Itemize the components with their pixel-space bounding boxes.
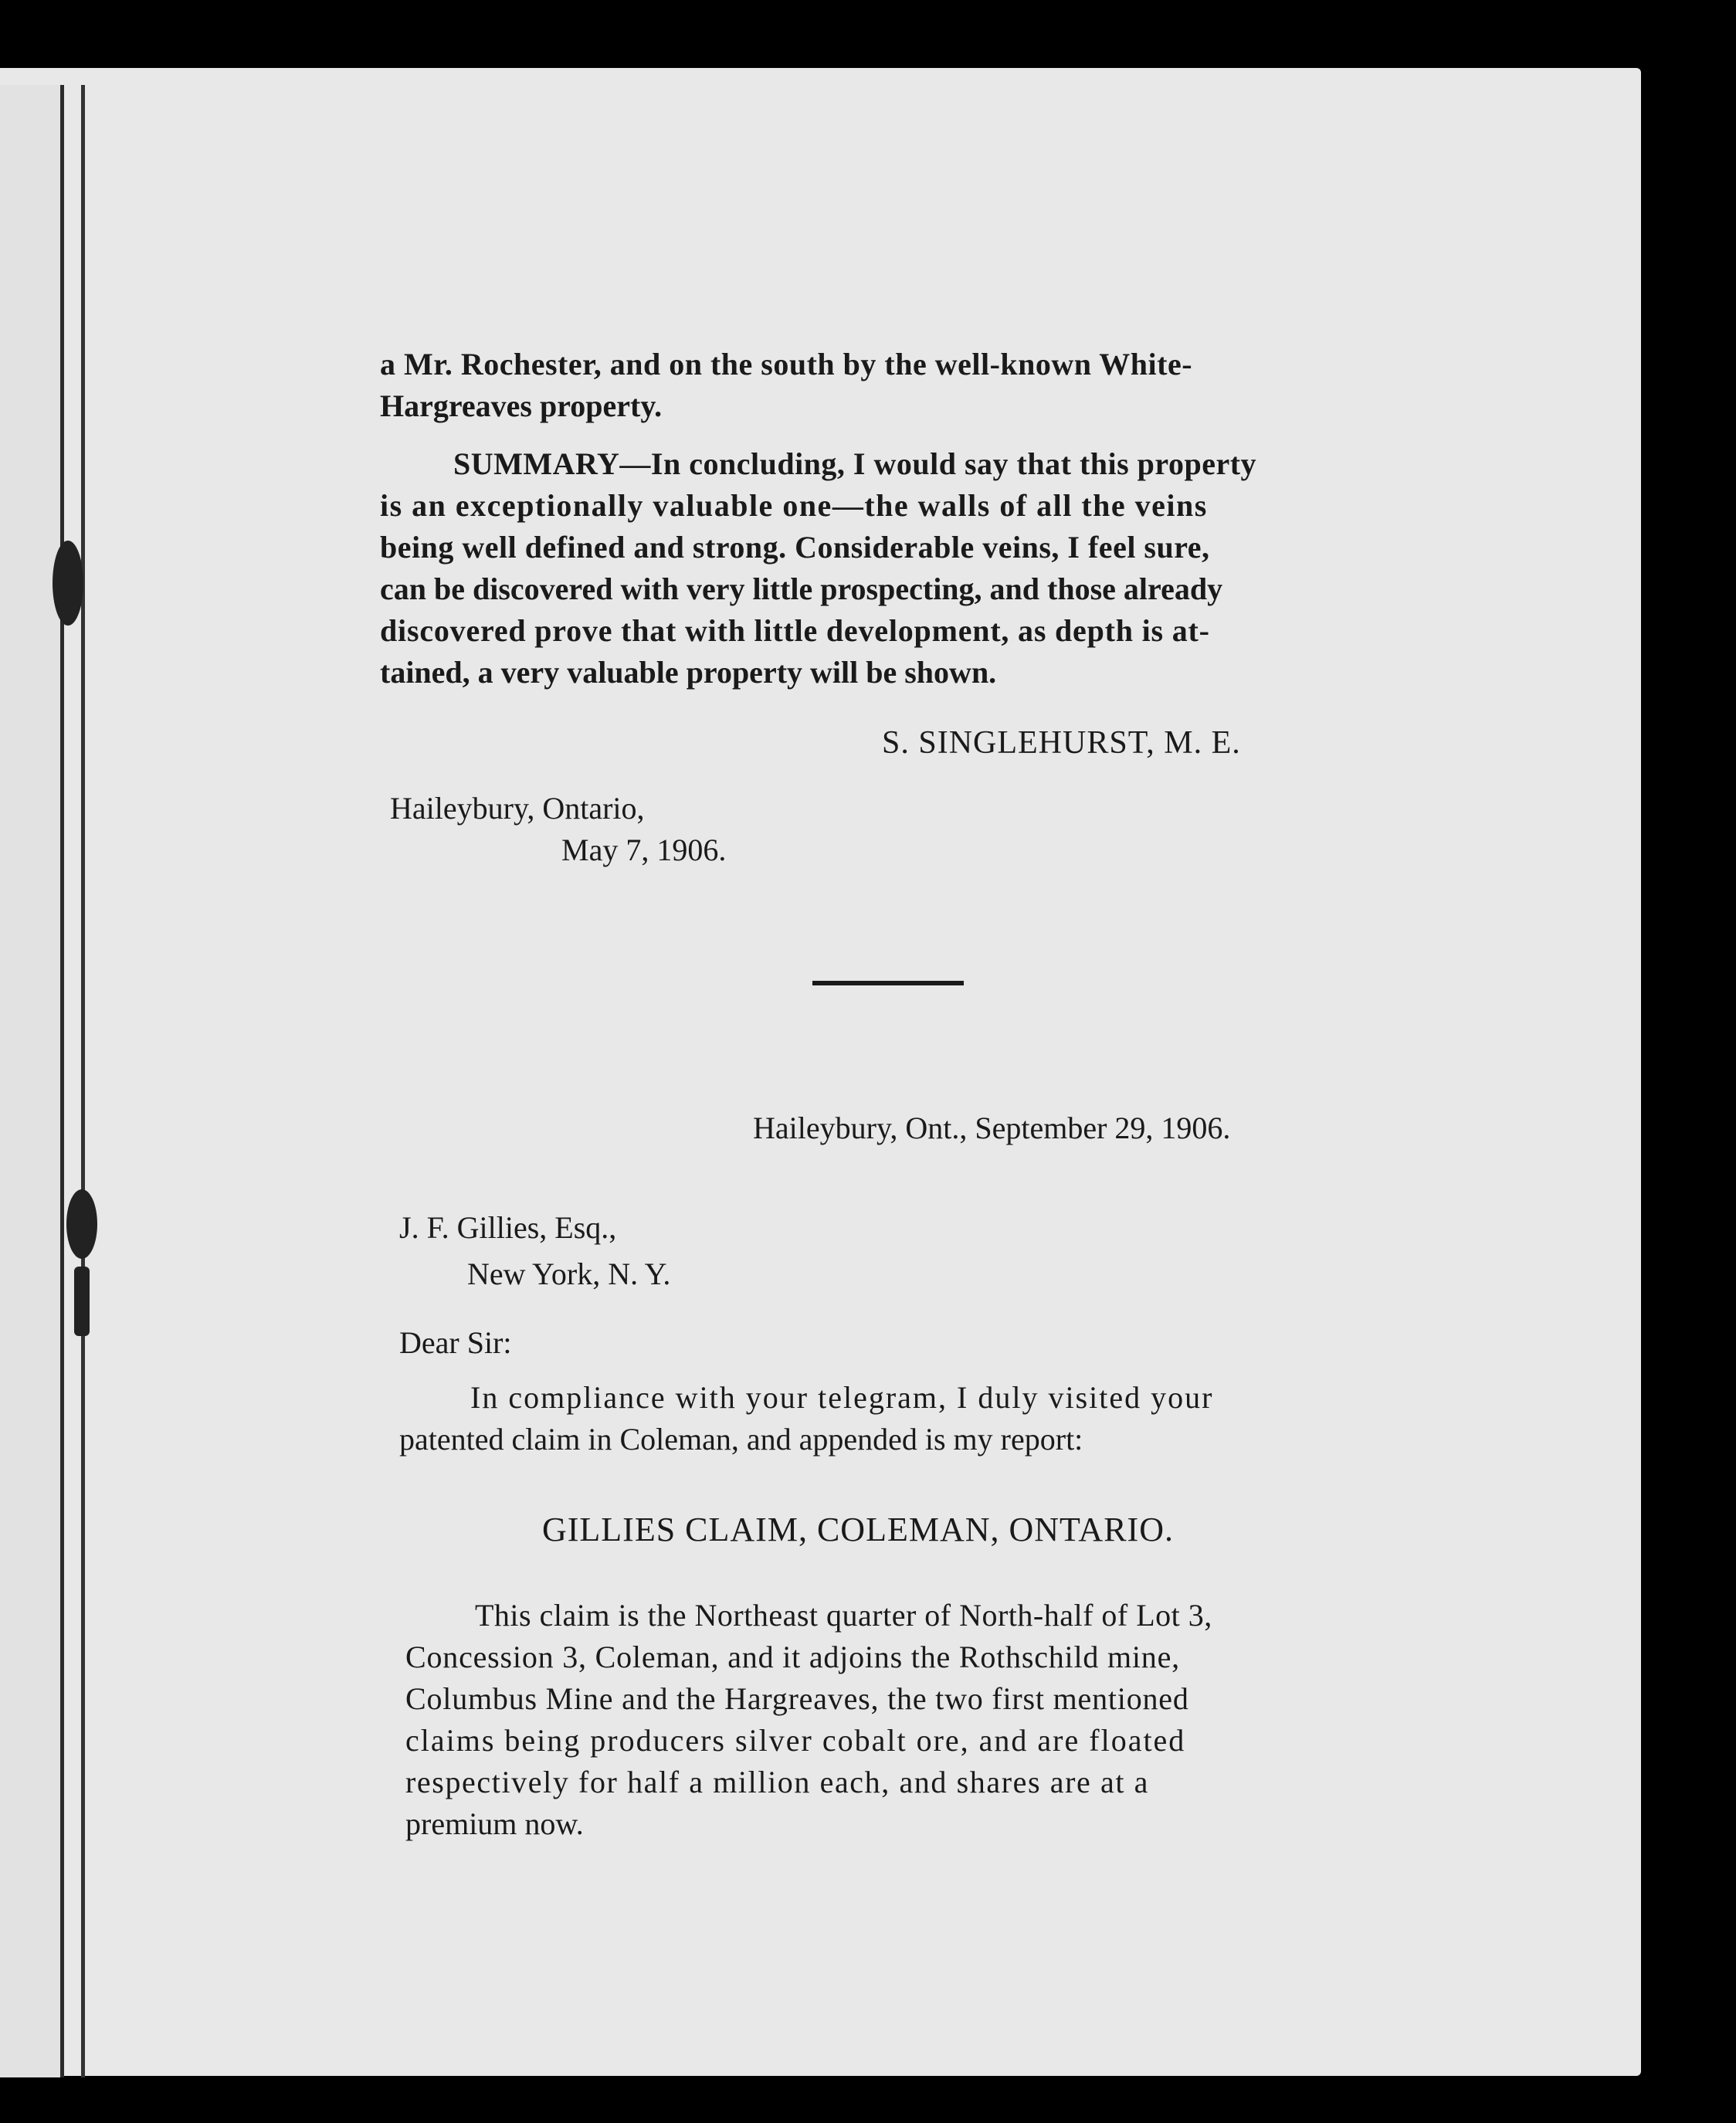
text-line: Columbus Mine and the Hargreaves, the two first mentioned (405, 1681, 1189, 1716)
text-line: In compliance with your telegram, I duly visited your (470, 1380, 1214, 1415)
continuation-paragraph (380, 344, 1392, 427)
addressee-name: J. F. Gillies, Esq., (399, 1210, 617, 1245)
summary-paragraph (380, 443, 1392, 694)
text-line: Concession 3, Coleman, and it adjoins the Rothschild mine, (405, 1640, 1180, 1674)
text-line: Hargreaves property. (380, 388, 663, 423)
binding-staple-mark (74, 1267, 90, 1336)
text-line: claims being producers silver cobalt ore, and are floated (405, 1723, 1186, 1758)
binding-spine (81, 85, 85, 2077)
text-line: premium now. (405, 1806, 584, 1841)
text-line: a Mr. Rochester, and on the south by the well-known White- (380, 347, 1193, 382)
text-line: patented claim in Coleman, and appended is my report: (399, 1422, 1083, 1457)
text-line: SUMMARY—In concluding, I would say that this property (453, 446, 1257, 481)
signature: S. SINGLEHURST, M. E. (882, 725, 1241, 761)
text-line: respectively for half a million each, and shares are at a (405, 1765, 1150, 1799)
body-paragraph (405, 1595, 1405, 1845)
text-line: being well defined and strong. Considerable veins, I feel sure, (380, 530, 1210, 565)
letter-date: Haileybury, Ont., September 29, 1906. (753, 1111, 1231, 1145)
text-line: can be discovered with very little prospecting, and those already (380, 571, 1223, 606)
text-line: This claim is the Northeast quarter of North-half of Lot 3, (475, 1598, 1212, 1633)
place-line: Haileybury, Ontario, (390, 791, 645, 826)
addressee-location: New York, N. Y. (467, 1257, 671, 1291)
section-divider (812, 981, 964, 985)
intro-paragraph (399, 1377, 1395, 1460)
facing-page-edge (0, 85, 64, 2077)
binding-staple-mark (53, 541, 83, 626)
text-line: is an exceptionally valuable one—the walls of all the veins (380, 488, 1208, 523)
binding-staple-mark (66, 1189, 97, 1259)
date-line: May 7, 1906. (561, 833, 727, 867)
salutation: Dear Sir: (399, 1325, 512, 1360)
text-line: tained, a very valuable property will be shown. (380, 655, 997, 690)
section-heading: GILLIES CLAIM, COLEMAN, ONTARIO. (542, 1511, 1174, 1548)
text-line: discovered prove that with little development, as depth is at- (380, 613, 1210, 648)
